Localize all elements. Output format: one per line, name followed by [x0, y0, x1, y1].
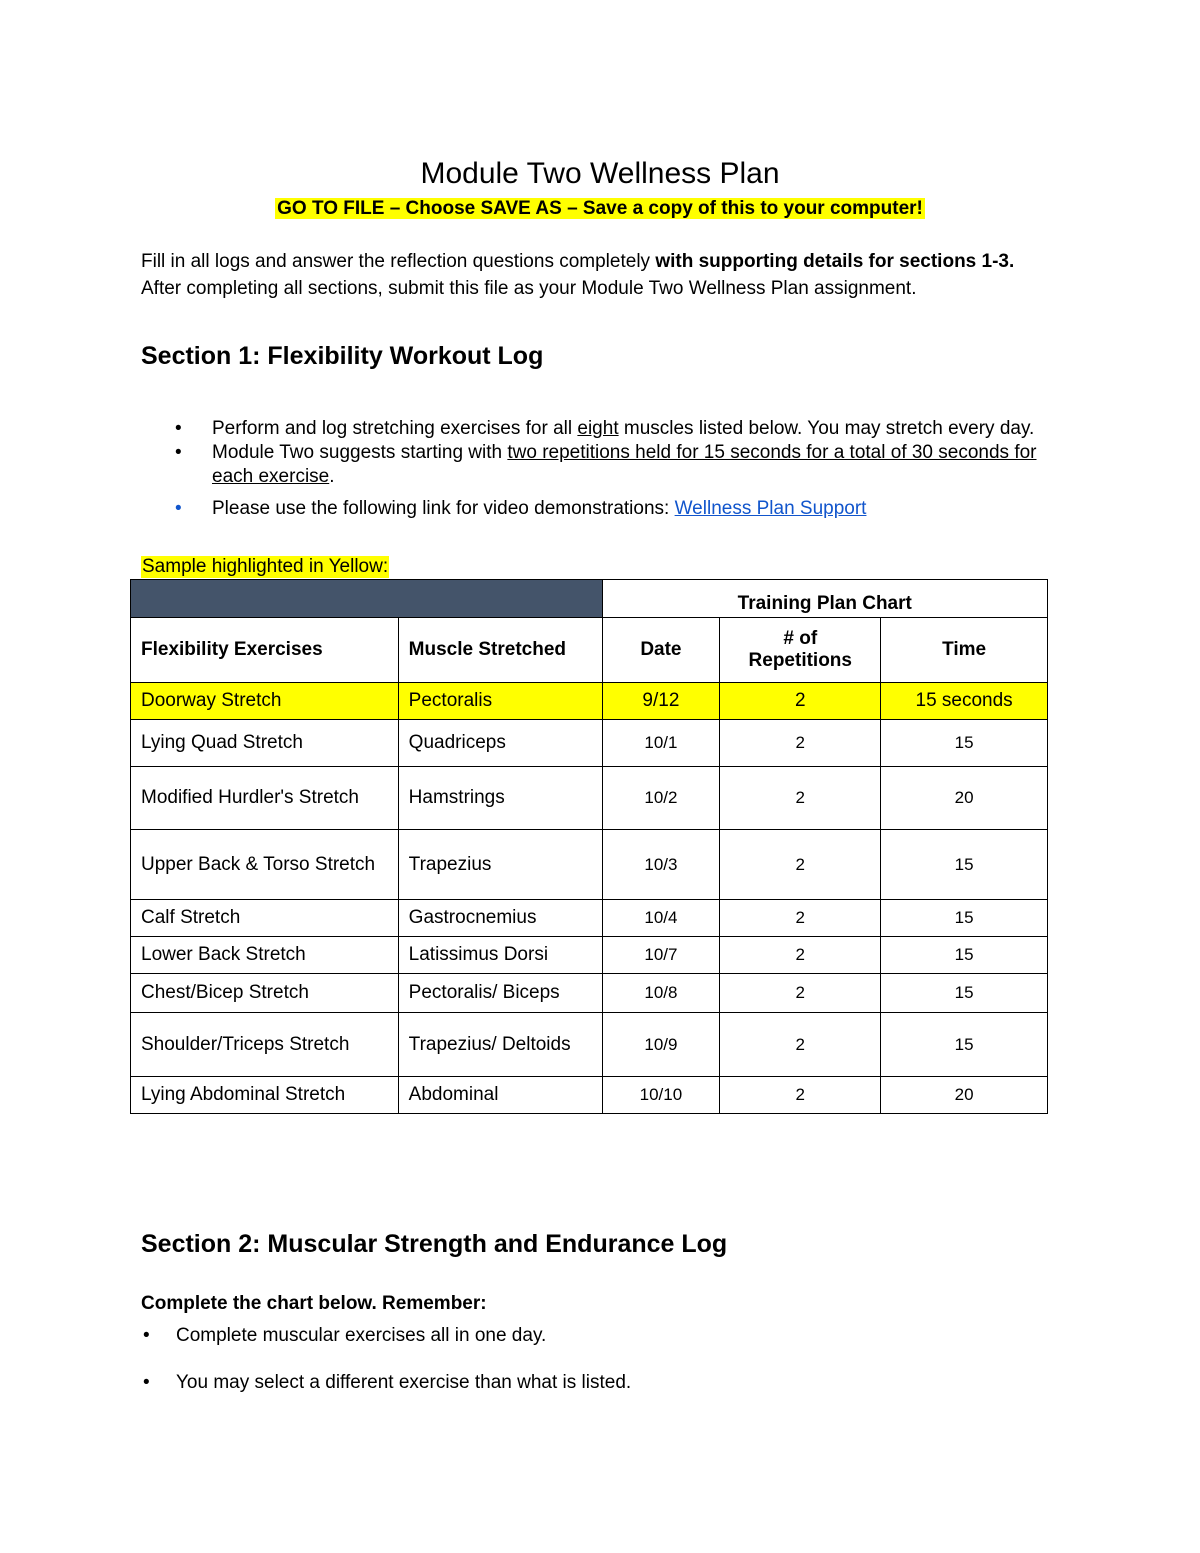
table-cell: 15 seconds: [881, 683, 1048, 720]
table-cell: 2: [720, 937, 881, 974]
table-cell: 15: [881, 720, 1048, 767]
list-item: [175, 497, 1055, 521]
section2-heading: Section 2: Muscular Strength and Endurance Log: [141, 1230, 728, 1258]
table-cell: 2: [720, 767, 881, 830]
bullet-icon: •: [143, 1372, 150, 1393]
section2-bullet-list: [141, 1325, 1041, 1419]
table-cell: Lying Abdominal Stretch: [131, 1077, 399, 1114]
column-header: Flexibility Exercises: [131, 618, 399, 683]
bullet-text: Perform and log stretching exercises for all: [212, 418, 578, 439]
table-header-blank: [131, 580, 603, 618]
table-cell: Modified Hurdler's Stretch: [131, 767, 399, 830]
table-cell: Trapezius/ Deltoids: [398, 1013, 602, 1077]
table-cell: 2: [720, 974, 881, 1013]
table-cell: Lying Quad Stretch: [131, 720, 399, 767]
table-cell: 2: [720, 1013, 881, 1077]
sample-row: [131, 683, 1048, 720]
table-cell: Lower Back Stretch: [131, 937, 399, 974]
table-cell: Latissimus Dorsi: [398, 937, 602, 974]
table-cell: 10/2: [602, 767, 720, 830]
bullet-text: .: [329, 466, 335, 487]
table-cell: Upper Back & Torso Stretch: [131, 830, 399, 900]
intro-text: Fill in all logs and answer the reflection questions completely: [141, 251, 656, 272]
column-header: Date: [602, 618, 720, 683]
column-header: # of Repetitions: [720, 618, 881, 683]
table-cell: 20: [881, 767, 1048, 830]
table-cell: 20: [881, 1077, 1048, 1114]
table-cell: 2: [720, 900, 881, 937]
table-cell: Doorway Stretch: [131, 683, 399, 720]
table-cell: Quadriceps: [398, 720, 602, 767]
table-title-row: [131, 580, 1048, 618]
bullet-text: muscles listed below. You may stretch every day.: [618, 418, 1035, 439]
table-cell: 2: [720, 683, 881, 720]
table-cell: 10/7: [602, 937, 720, 974]
table-cell: Pectoralis/ Biceps: [398, 974, 602, 1013]
section2-instruction: Complete the chart below. Remember:: [141, 1293, 487, 1314]
table-cell: 15: [881, 830, 1048, 900]
bullet-icon: •: [175, 418, 182, 439]
table-row: [131, 830, 1048, 900]
table-row: [131, 974, 1048, 1013]
table-cell: Abdominal: [398, 1077, 602, 1114]
table-cell: 10/9: [602, 1013, 720, 1077]
bullet-icon: •: [143, 1325, 150, 1346]
save-instruction: [0, 198, 1200, 220]
list-item: [141, 1325, 1041, 1372]
table-cell: 15: [881, 937, 1048, 974]
table-cell: 15: [881, 974, 1048, 1013]
document-title: Module Two Wellness Plan: [420, 157, 780, 190]
bullet-underlined-text: eight: [577, 418, 619, 439]
table-cell: 2: [720, 830, 881, 900]
table-row: [131, 1077, 1048, 1114]
table-cell: 10/3: [602, 830, 720, 900]
bullet-text: You may select a different exercise than what is listed.: [176, 1372, 632, 1393]
table-cell: Hamstrings: [398, 767, 602, 830]
section1-bullet-list: [175, 417, 1055, 521]
table-row: [131, 900, 1048, 937]
table-row: [131, 767, 1048, 830]
training-plan-chart-title: Training Plan Chart: [602, 580, 1048, 618]
bullet-icon: •: [175, 498, 182, 519]
table-cell: Gastrocnemius: [398, 900, 602, 937]
table-cell: 2: [720, 720, 881, 767]
table-header-row: [131, 618, 1048, 683]
table-cell: 2: [720, 1077, 881, 1114]
bullet-icon: •: [175, 442, 182, 463]
bullet-text: Module Two suggests starting with: [212, 442, 508, 463]
table-cell: 10/8: [602, 974, 720, 1013]
table-cell: 15: [881, 900, 1048, 937]
table-row: [131, 937, 1048, 974]
list-item: [175, 441, 1055, 489]
table-cell: 15: [881, 1013, 1048, 1077]
bullet-underlined-text: two repetitions held for 15 seconds for a total of 30 seconds for each exercise: [212, 442, 1037, 487]
table-row: [131, 1013, 1048, 1077]
intro-paragraph: [141, 248, 1051, 302]
list-item: [175, 417, 1055, 441]
table-cell: 10/4: [602, 900, 720, 937]
table-row: [131, 720, 1048, 767]
bullet-text: Complete muscular exercises all in one day.: [176, 1325, 547, 1346]
table-cell: Pectoralis: [398, 683, 602, 720]
intro-bold-text: with supporting details for sections 1-3.: [655, 251, 1015, 272]
sample-label: Sample highlighted in Yellow:: [142, 556, 389, 577]
list-item: [141, 1372, 1041, 1419]
table-cell: Trapezius: [398, 830, 602, 900]
wellness-plan-support-link[interactable]: Wellness Plan Support: [674, 498, 867, 519]
intro-text-end: After completing all sections, submit this file as your Module Two Wellness Plan assignment.: [141, 278, 917, 299]
save-instruction-text: GO TO FILE – Choose SAVE AS – Save a copy of this to your computer!: [277, 198, 923, 219]
section1-heading: Section 1: Flexibility Workout Log: [141, 342, 544, 370]
table-cell: Shoulder/Triceps Stretch: [131, 1013, 399, 1077]
table-cell: 10/1: [602, 720, 720, 767]
bullet-text: Please use the following link for video demonstrations:: [212, 498, 675, 519]
table-cell: Chest/Bicep Stretch: [131, 974, 399, 1013]
table-cell: Calf Stretch: [131, 900, 399, 937]
column-header: Time: [881, 618, 1048, 683]
table-cell: 10/10: [602, 1077, 720, 1114]
flexibility-table: [130, 579, 1048, 1114]
table-cell: 9/12: [602, 683, 720, 720]
column-header: Muscle Stretched: [398, 618, 602, 683]
